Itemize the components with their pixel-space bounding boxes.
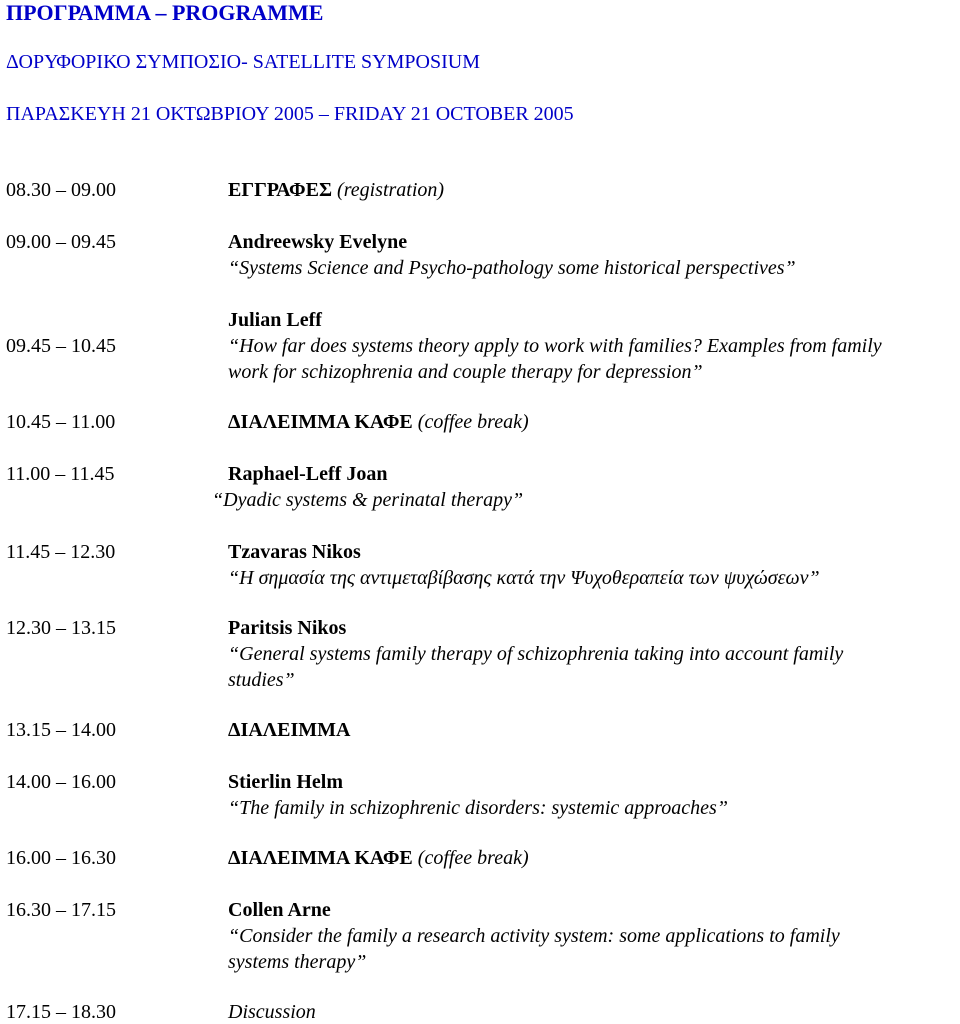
- speaker-name: Raphael-Leff Joan: [228, 463, 388, 485]
- speaker-name: Julian Leff: [228, 309, 322, 331]
- time-slot: 16.30 – 17.15: [6, 899, 116, 921]
- time-slot: 08.30 – 09.00: [6, 179, 116, 201]
- speaker-name: Paritsis Nikos: [228, 617, 347, 639]
- symposium-subtitle: ΔΟΡΥΦΟΡΙΚΟ ΣΥΜΠΟΣΙΟ- SATELLITE SYMPOSIUM: [6, 51, 480, 73]
- session-title: [228, 410, 529, 434]
- speaker-name: Andreewsky Evelyne: [228, 231, 408, 253]
- session-label: ΔΙΑΛΕΙΜΜΑ ΚΑΦΕ: [228, 411, 413, 433]
- time-slot: 13.15 – 14.00: [6, 719, 116, 741]
- talk-title: “Consider the family a research activity system: some applications to family: [228, 925, 840, 947]
- session-title: [228, 178, 444, 202]
- session-label: ΔΙΑΛΕΙΜΜΑ ΚΑΦΕ: [228, 847, 413, 869]
- speaker-name: Collen Arne: [228, 899, 331, 921]
- session-label: ΔΙΑΛΕΙΜΜΑ: [228, 719, 351, 741]
- time-slot: 11.45 – 12.30: [6, 541, 116, 563]
- talk-title: “General systems family therapy of schizophrenia taking into account family: [228, 643, 844, 665]
- talk-title-continued: work for schizophrenia and couple therapy for depression”: [228, 361, 703, 383]
- time-slot: 10.45 – 11.00: [6, 411, 116, 433]
- talk-title: “Dyadic systems & perinatal therapy”: [212, 489, 524, 511]
- talk-title: “Systems Science and Psycho-pathology some historical perspectives”: [228, 257, 796, 279]
- session-label: Discussion: [228, 1001, 316, 1023]
- talk-title: “Η σημασία της αντιμεταβίβασης κατά την Ψυχοθεραπεία των ψυχώσεων”: [228, 567, 820, 589]
- speaker-name: Stierlin Helm: [228, 771, 343, 793]
- talk-title: “How far does systems theory apply to work with families? Examples from family: [228, 335, 882, 357]
- time-slot: 14.00 – 16.00: [6, 771, 116, 793]
- talk-title-continued: systems therapy”: [228, 951, 367, 973]
- time-slot: 17.15 – 18.30: [6, 1001, 116, 1023]
- programme-title: ΠΡΟΓΡΑΜΜΑ – PROGRAMME: [6, 0, 324, 25]
- time-slot: 11.00 – 11.45: [6, 463, 115, 485]
- symposium-date: ΠΑΡΑΣΚΕΥΗ 21 ΟΚΤΩΒΡΙΟΥ 2005 – FRIDAY 21 OCTOBER 2005: [6, 103, 574, 125]
- speaker-name: Tzavaras Nikos: [228, 541, 361, 563]
- time-slot: 09.00 – 09.45: [6, 231, 116, 253]
- session-note: (coffee break): [417, 847, 529, 869]
- time-slot: 16.00 – 16.30: [6, 847, 116, 869]
- time-slot: 09.45 – 10.45: [6, 335, 116, 357]
- session-note: (coffee break): [417, 411, 529, 433]
- time-slot: 12.30 – 13.15: [6, 617, 116, 639]
- talk-title-continued: studies”: [228, 669, 295, 691]
- session-title: [228, 846, 529, 870]
- session-note: (registration): [337, 179, 445, 201]
- talk-title: “The family in schizophrenic disorders: systemic approaches”: [228, 797, 728, 819]
- session-label: ΕΓΓΡΑΦΕΣ: [228, 179, 333, 201]
